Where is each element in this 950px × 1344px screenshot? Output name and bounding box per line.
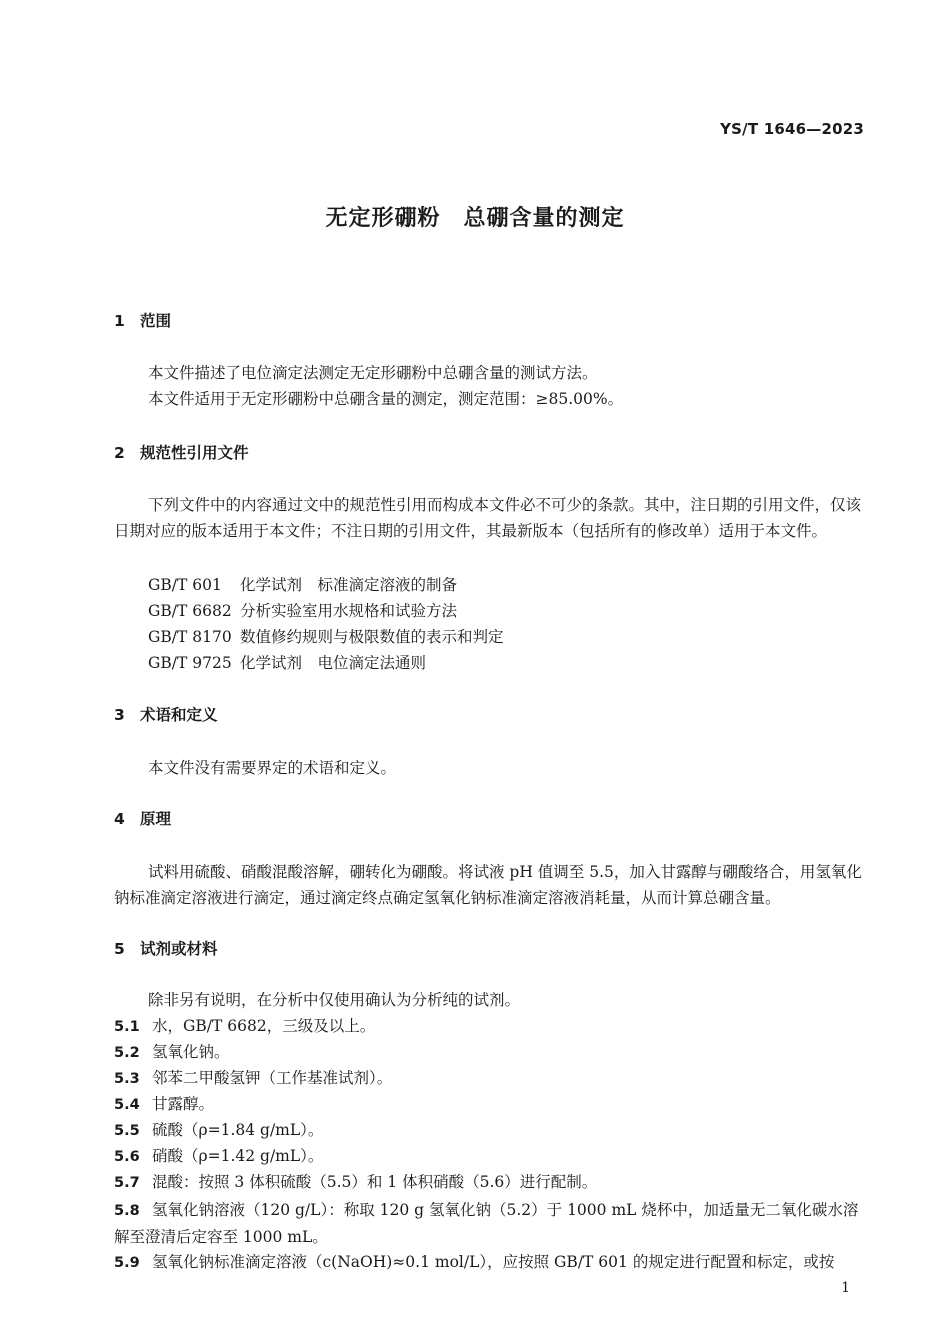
reference-code: GB/T 601	[148, 576, 222, 594]
reference-code: GB/T 8170	[148, 628, 232, 646]
list-item	[114, 1013, 864, 1040]
reference-code: GB/T 9725	[148, 654, 232, 672]
reference-title: 数值修约规则与极限数值的表示和判定	[240, 628, 504, 646]
item-number: 5.1	[114, 1019, 140, 1035]
item-number: 5.9	[114, 1255, 140, 1271]
section-title: 规范性引用文件	[140, 444, 249, 462]
list-item	[114, 1143, 864, 1170]
list-item	[114, 1197, 864, 1250]
reference-item	[148, 573, 457, 595]
item-number: 5.2	[114, 1045, 140, 1061]
section-number: 2	[114, 444, 125, 462]
list-item	[114, 1249, 864, 1276]
document-title: 无定形硼粉 总硼含量的测定	[325, 206, 625, 231]
item-number: 5.6	[114, 1149, 140, 1165]
item-text: 氢氧化钠溶液（120 g/L）：称取 120 g 氢氧化钠（5.2）于 1000 mL 烧杯中，加适量无二氧化碳水溶解至澄清后定容至 1000 mL。	[114, 1201, 859, 1246]
item-text: 硫酸（ρ=1.84 g/mL）。	[152, 1121, 324, 1139]
section-heading-4	[114, 807, 171, 829]
list-item	[114, 1169, 864, 1196]
section-title: 试剂或材料	[140, 940, 218, 958]
item-number: 5.7	[114, 1175, 140, 1191]
reference-title: 分析实验室用水规格和试验方法	[240, 602, 458, 620]
section-heading-1	[114, 309, 171, 331]
section-title: 术语和定义	[140, 706, 218, 724]
section-title: 范围	[140, 312, 172, 330]
reference-code: GB/T 6682	[148, 602, 232, 620]
paragraph: 本文件描述了电位滴定法测定无定形硼粉中总硼含量的测试方法。	[148, 364, 598, 382]
paragraph: 下列文件中的内容通过文中的规范性引用而构成本文件必不可少的条款。其中，注日期的引用文件，仅该日期对应的版本适用于本文件；不注日期的引用文件，其最新版本（包括所有的修改单）适用于本文件。	[114, 496, 862, 540]
paragraph: 本文件没有需要界定的术语和定义。	[148, 759, 397, 777]
section-number: 1	[114, 312, 125, 330]
list-item	[114, 1039, 864, 1066]
list-item	[114, 1065, 864, 1092]
paragraph: 本文件适用于无定形硼粉中总硼含量的测定，测定范围：≥85.00%。	[148, 390, 624, 408]
list-item	[114, 1091, 864, 1118]
item-number: 5.5	[114, 1123, 140, 1139]
item-text: 氢氧化钠。	[152, 1043, 230, 1061]
reference-title: 化学试剂 电位滴定法通则	[240, 654, 427, 672]
reference-item	[148, 599, 457, 621]
item-number: 5.4	[114, 1097, 140, 1113]
list-item	[114, 1117, 864, 1144]
item-text: 硝酸（ρ=1.42 g/mL）。	[152, 1147, 324, 1165]
section-number: 4	[114, 810, 125, 828]
reference-item	[148, 625, 504, 647]
section-title: 原理	[140, 810, 172, 828]
item-text: 邻苯二甲酸氢钾（工作基准试剂）。	[152, 1069, 393, 1087]
section-number: 3	[114, 706, 125, 724]
section-heading-3	[114, 703, 218, 725]
item-number: 5.3	[114, 1071, 140, 1087]
section-heading-2	[114, 441, 249, 463]
reference-title: 化学试剂 标准滴定溶液的制备	[240, 576, 458, 594]
item-text: 混酸：按照 3 体积硫酸（5.5）和 1 体积硝酸（5.6）进行配制。	[152, 1173, 598, 1191]
page-number: 1	[841, 1280, 850, 1296]
reference-item	[148, 651, 426, 673]
item-text: 氢氧化钠标准滴定溶液（c(NaOH)≈0.1 mol/L），应按照 GB/T 601 的规定进行配置和标定，或按	[152, 1253, 835, 1271]
paragraph: 除非另有说明，在分析中仅使用确认为分析纯的试剂。	[148, 991, 521, 1009]
item-number: 5.8	[114, 1203, 140, 1219]
paragraph: 试料用硫酸、硝酸混酸溶解，硼转化为硼酸。将试液 pH 值调至 5.5，加入甘露醇与硼酸络合，用氢氧化钠标准滴定溶液进行滴定，通过滴定终点确定氢氧化钠标准滴定溶液消耗量，从而计算总硼含量。	[114, 863, 862, 907]
item-text: 甘露醇。	[152, 1095, 215, 1113]
standard-number: YS/T 1646—2023	[720, 120, 864, 138]
section-heading-5	[114, 937, 218, 959]
section-number: 5	[114, 940, 125, 958]
item-text: 水，GB/T 6682，三级及以上。	[152, 1017, 376, 1035]
